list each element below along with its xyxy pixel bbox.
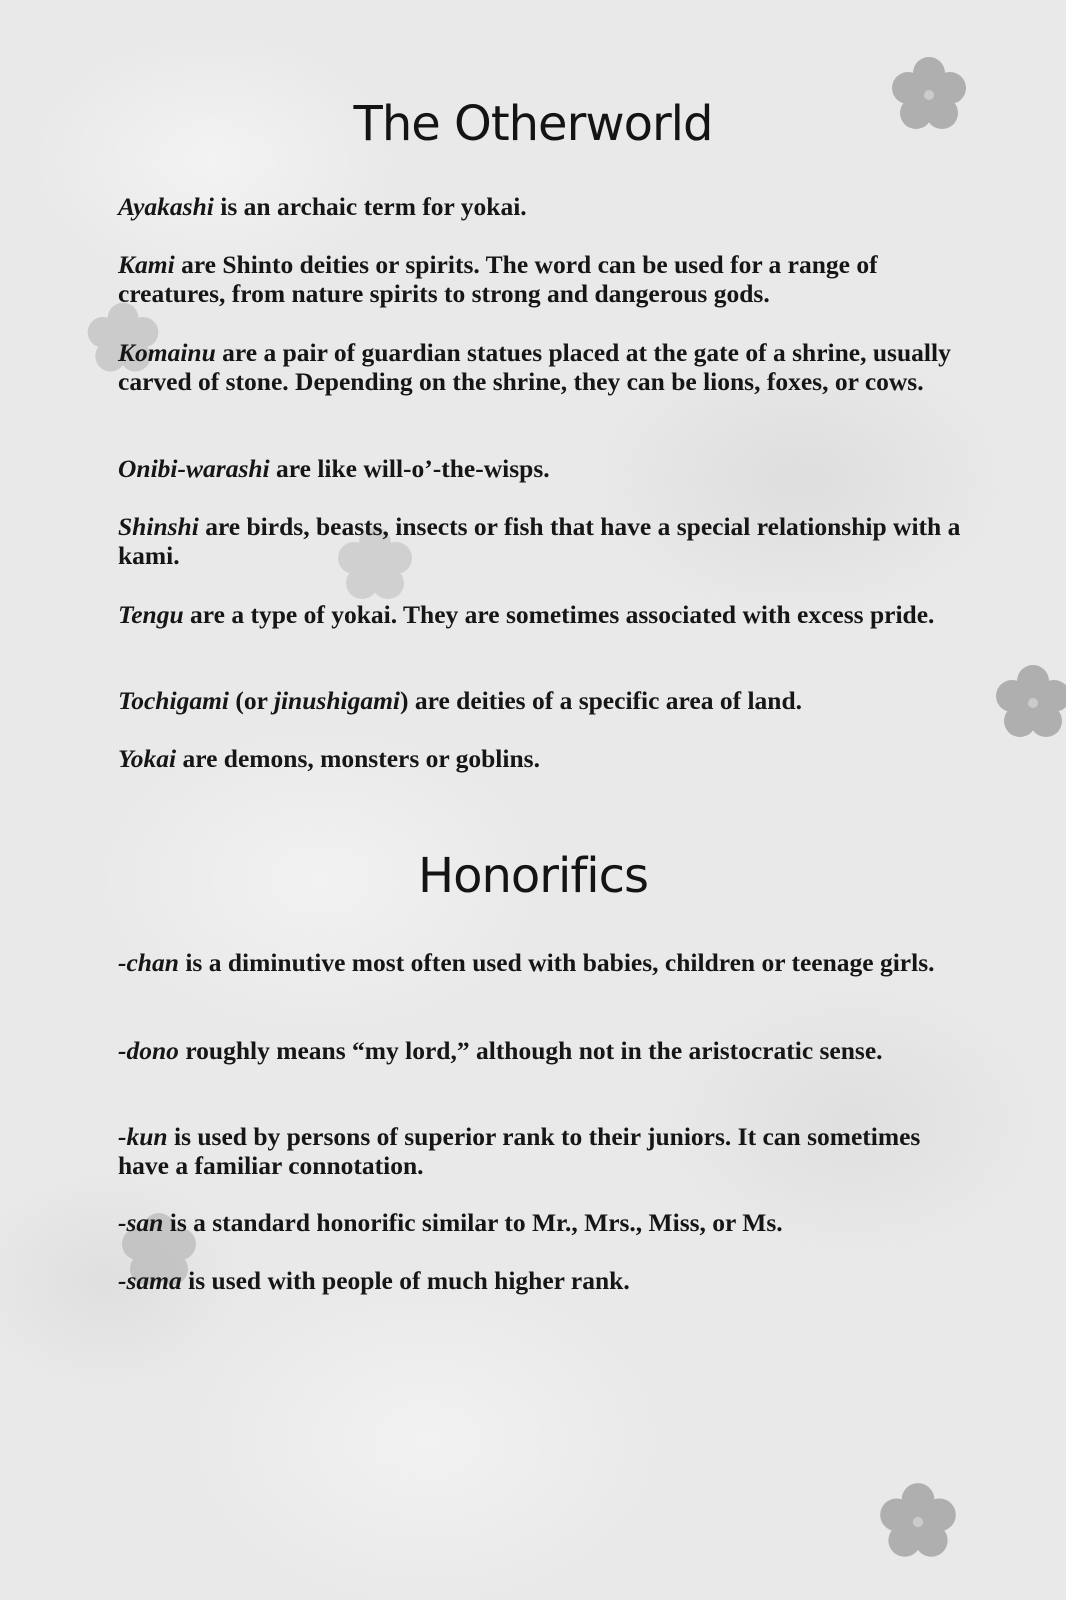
glossary-term: Ayakashi <box>118 192 214 221</box>
glossary-term: Shinshi <box>118 512 199 541</box>
glossary-definition: are demons, monsters or goblins. <box>176 744 540 773</box>
glossary-entry-komainu <box>118 338 968 396</box>
glossary-entry-tochigami <box>118 686 968 715</box>
glossary-term-alt: jinushigami <box>273 686 401 715</box>
glossary-term: Komainu <box>118 338 216 367</box>
glossary-term: Onibi-warashi <box>118 454 270 483</box>
honorific-term: -dono <box>118 1036 179 1065</box>
glossary-term: Kami <box>118 250 175 279</box>
glossary-definition: ) are deities of a specific area of land. <box>400 686 803 715</box>
honorific-entry-dono <box>118 1036 968 1065</box>
honorific-definition: is a diminutive most often used with babies, children or teenage girls. <box>178 948 935 977</box>
glossary-entry-onibi-warashi <box>118 454 968 483</box>
honorific-entry-san <box>118 1208 968 1237</box>
glossary-entry-yokai <box>118 744 968 773</box>
glossary-definition: are like will-o’-the-wisps. <box>269 454 550 483</box>
honorific-definition: roughly means “my lord,” although not in the aristocratic sense. <box>178 1036 883 1065</box>
glossary-entry-ayakashi <box>118 192 968 221</box>
page-title: The Otherworld <box>353 96 713 152</box>
glossary-definition: is an archaic term for yokai. <box>213 192 527 221</box>
honorific-term: -kun <box>118 1122 168 1151</box>
honorific-entry-sama <box>118 1266 968 1295</box>
glossary-entry-tengu <box>118 600 968 629</box>
glossary-definition: are birds, beasts, insects or fish that have a special relationship with a kami. <box>118 512 961 570</box>
honorific-definition: is used by persons of superior rank to their juniors. It can sometimes have a familiar connotation. <box>118 1122 921 1180</box>
honorific-definition: is used with people of much higher rank. <box>181 1266 630 1295</box>
plum-blossom-icon <box>988 658 1066 748</box>
glossary-term: Yokai <box>118 744 177 773</box>
honorific-term: -chan <box>118 948 179 977</box>
honorific-entry-chan <box>118 948 968 977</box>
glossary-entry-kami <box>118 250 968 308</box>
plum-blossom-icon <box>872 1476 964 1568</box>
glossary-term: Tochigami <box>118 686 229 715</box>
glossary-definition: are a pair of guardian statues placed at the gate of a shrine, usually carved of stone. Depending on the shrine, they can be lions, foxes, or cows. <box>118 338 951 396</box>
honorific-term: -sama <box>118 1266 182 1295</box>
glossary-entry-shinshi <box>118 512 968 570</box>
honorific-definition: is a standard honorific similar to Mr., Mrs., Miss, or Ms. <box>163 1208 783 1237</box>
glossary-definition: are a type of yokai. They are sometimes associated with excess pride. <box>183 600 935 629</box>
glossary-definition: are Shinto deities or spirits. The word can be used for a range of creatures, from nature spirits to strong and dangerous gods. <box>118 250 878 308</box>
honorific-term: -san <box>118 1208 164 1237</box>
section-title-honorifics: Honorifics <box>418 848 648 904</box>
glossary-connector: (or <box>229 686 274 715</box>
glossary-term: Tengu <box>118 600 184 629</box>
honorific-entry-kun <box>118 1122 968 1180</box>
